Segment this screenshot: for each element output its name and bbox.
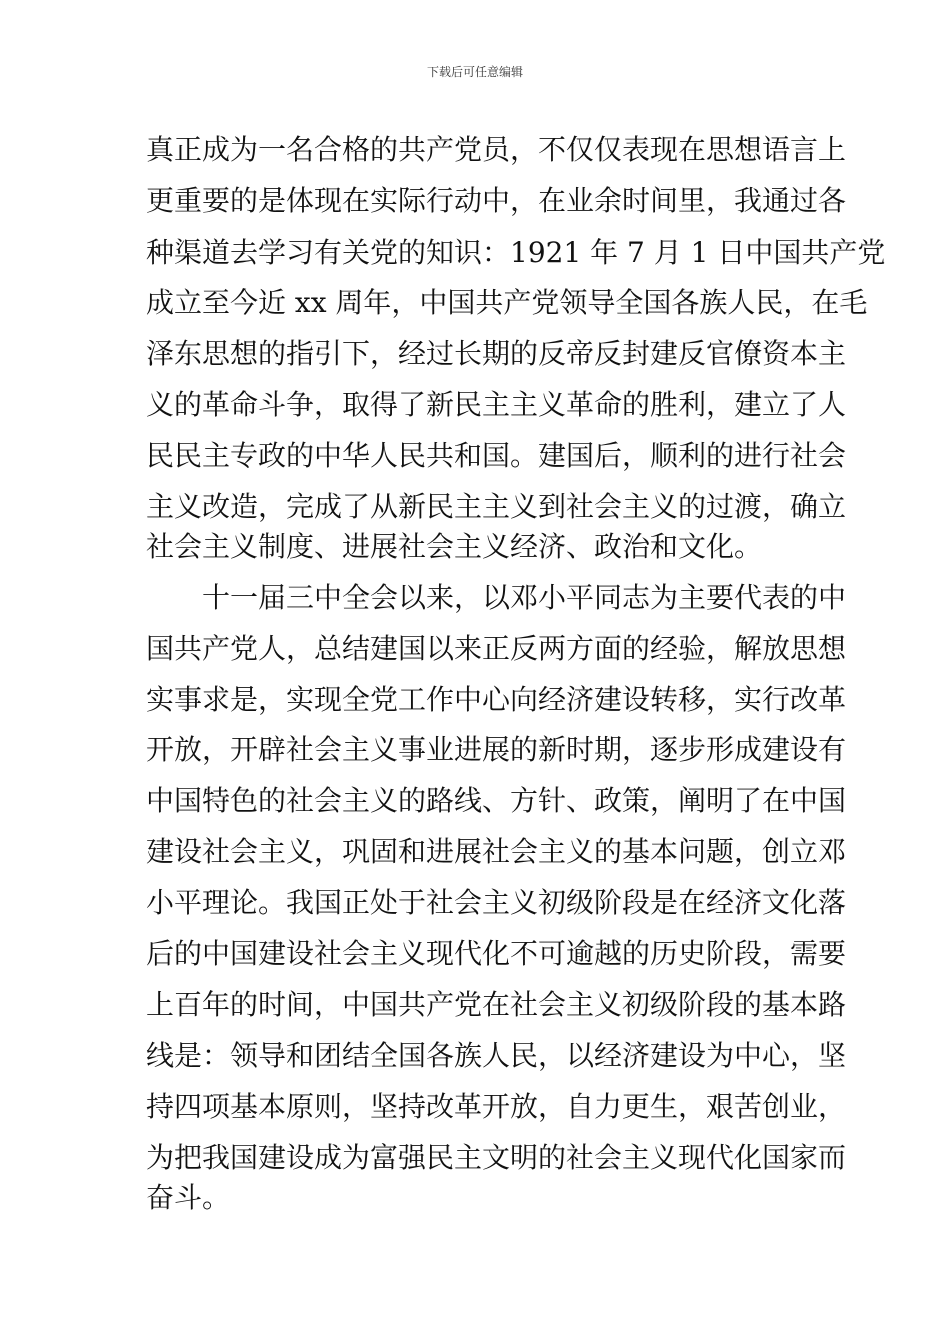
text-line: 开放，开辟社会主义事业进展的新时期，逐步形成建设有 <box>146 733 847 766</box>
text-line: 小平理论。我国正处于社会主义初级阶段是在经济文化落 <box>146 886 847 919</box>
text-line: 民民主专政的中华人民共和国。建国后，顺利的进行社会 <box>146 439 847 472</box>
text-line: 建设社会主义，巩固和进展社会主义的基本问题，创立邓 <box>146 835 847 868</box>
text-line: 上百年的时间，中国共产党在社会主义初级阶段的基本路 <box>146 988 847 1021</box>
text-line: 主义改造，完成了从新民主主义到社会主义的过渡，确立 <box>146 490 847 523</box>
text-line: 真正成为一名合格的共产党员，不仅仅表现在思想语言上 <box>146 133 847 166</box>
text-line: 实事求是，实现全党工作中心向经济建设转移，实行改革 <box>146 683 847 716</box>
text-line: 社会主义制度、进展社会主义经济、政治和文化。 <box>146 530 763 563</box>
text-line: 泽东思想的指引下，经过长期的反帝反封建反官僚资本主 <box>146 337 847 370</box>
text-line: 种渠道去学习有关党的知识：1921 年 7 月 1 日中国共产党 <box>146 236 886 269</box>
text-line: 线是：领导和团结全国各族人民，以经济建设为中心，坚 <box>146 1039 847 1072</box>
text-line: 中国特色的社会主义的路线、方针、政策，阐明了在中国 <box>146 784 847 817</box>
text-line: 持四项基本原则，坚持改革开放，自力更生，艰苦创业， <box>146 1090 847 1123</box>
page-header: 下载后可任意编辑 <box>426 65 523 79</box>
text-line: 十一届三中全会以来，以邓小平同志为主要代表的中 <box>202 581 847 614</box>
text-line: 奋斗。 <box>146 1181 231 1214</box>
text-line: 国共产党人，总结建国以来正反两方面的经验，解放思想 <box>146 632 847 665</box>
text-line: 更重要的是体现在实际行动中，在业余时间里，我通过各 <box>146 184 847 217</box>
text-line: 后的中国建设社会主义现代化不可逾越的历史阶段，需要 <box>146 937 847 970</box>
text-line: 成立至今近 xx 周年，中国共产党领导全国各族人民，在毛 <box>146 286 868 319</box>
text-line: 义的革命斗争，取得了新民主主义革命的胜利，建立了人 <box>146 388 847 421</box>
text-line: 为把我国建设成为富强民主文明的社会主义现代化国家而 <box>146 1141 847 1174</box>
